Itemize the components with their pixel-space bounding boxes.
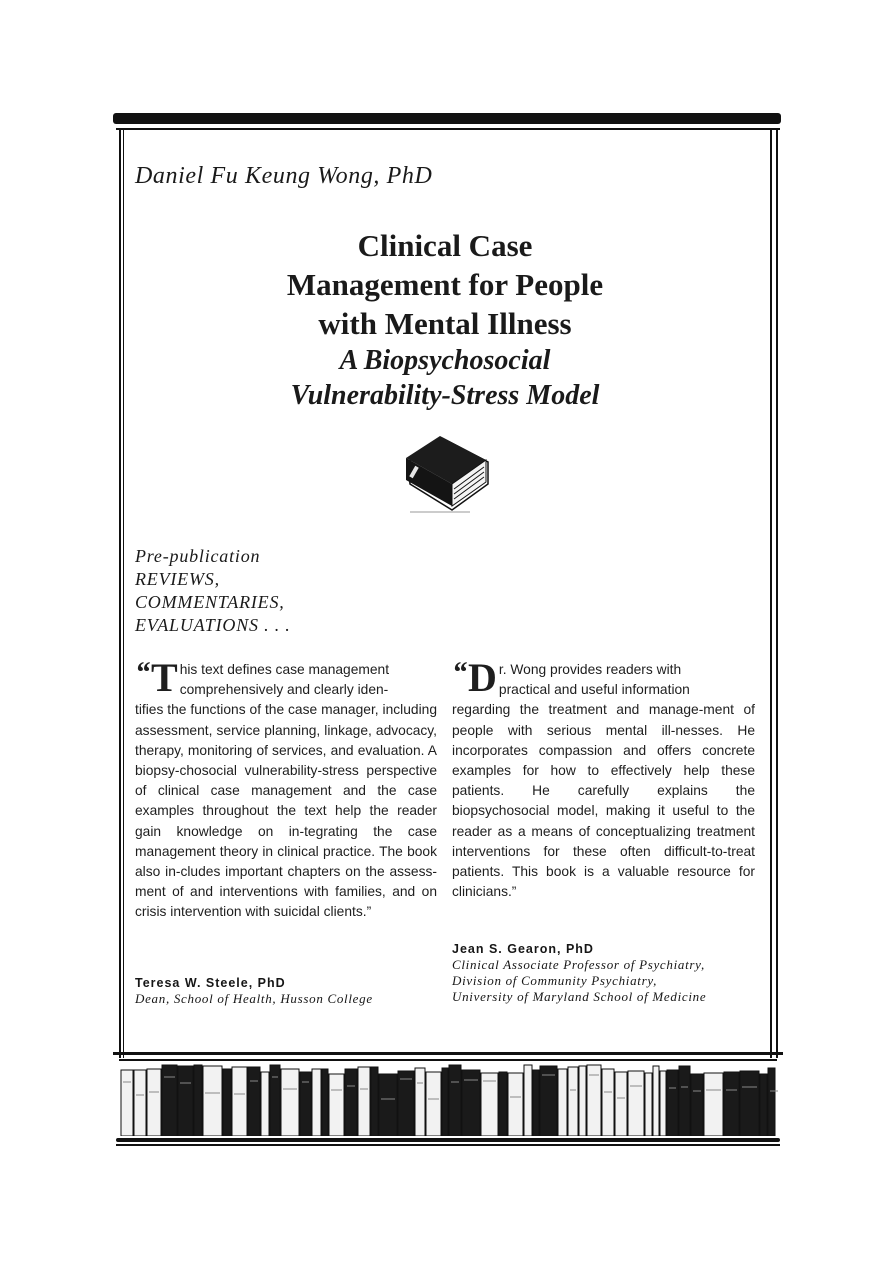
book-spine — [691, 1074, 703, 1136]
book-spine — [371, 1067, 378, 1136]
frame-left-inner-border — [123, 130, 124, 1058]
book-spine — [628, 1071, 644, 1136]
book-spine — [162, 1065, 177, 1136]
shelf-top-rule — [113, 1052, 783, 1055]
top-rule — [113, 113, 781, 124]
book-spine — [667, 1070, 678, 1136]
title-line-3: with Mental Illness — [318, 306, 572, 341]
review-left-head-line-2: comprehensively and clearly iden- — [179, 682, 389, 698]
book-spine — [533, 1070, 539, 1136]
book-spine — [134, 1070, 146, 1136]
book-spine — [481, 1073, 498, 1136]
quote-mark: “ — [452, 656, 467, 689]
author-name: Daniel Fu Keung Wong, PhD — [135, 163, 433, 189]
book-spine — [398, 1071, 414, 1136]
book-spine — [270, 1065, 280, 1136]
book-spine — [232, 1067, 247, 1136]
subtitle-line-1: A Biopsychosocial — [339, 345, 551, 376]
review-left-body: tifies the functions of the case manager, including assessment, service planning, linkage, advocacy, therapy, monitoring of services, and evaluation. A biopsy-chosocial vulnerability-stress perspective of clinical case management and the case examples throughout the text help the reader gain knowledge on in-tegrating the case management theory in clinical practice. The book also in-cludes important chapters on the assess-ment of and interventions with families, and on crisis intervention with suicidal clients.” — [135, 702, 437, 920]
prepub-line-1: Pre-publication — [135, 546, 261, 566]
reviewer-right-name: Jean S. Gearon, PhD — [452, 942, 594, 956]
book-spine — [508, 1073, 523, 1136]
book-spine — [587, 1065, 601, 1136]
top-rule-thin — [116, 128, 780, 130]
review-left — [135, 655, 437, 923]
book-spine — [653, 1066, 659, 1136]
book-spine — [248, 1067, 260, 1136]
drop-cap: T — [151, 655, 178, 700]
reviewer-left — [135, 975, 373, 1007]
book-icon — [400, 432, 492, 514]
book-spine — [312, 1069, 321, 1136]
book-spine — [261, 1072, 269, 1136]
book-spine — [322, 1069, 328, 1136]
reviewer-left-affiliation: Dean, School of Health, Husson College — [135, 991, 373, 1006]
book-spine — [679, 1066, 690, 1136]
bookshelf-decoration — [119, 1061, 778, 1136]
review-left-opening — [135, 655, 437, 700]
review-right-body: regarding the treatment and manage-ment of people with serious mental ill-nesses. He incorporates compassion and offers concrete examples for how to effectively help these patients. He carefully explains the biopsychosocial model, making it useful to the reader as a means of conceptualizing treatment interventions for these often difficult-to-treat patients. This book is a valuable resource for clinicians.” — [452, 702, 755, 900]
book-spine — [615, 1072, 627, 1136]
review-left-head — [180, 660, 437, 700]
prepub-line-2: REVIEWS, — [135, 569, 220, 589]
review-right-opening — [452, 655, 755, 700]
review-right-head — [499, 660, 755, 700]
frame-right-inner-border — [770, 130, 772, 1058]
reviewer-right-affiliation-line-1: Clinical Associate Professor of Psychiatry, — [452, 957, 705, 972]
book-spine — [358, 1067, 370, 1136]
book-spine — [740, 1071, 759, 1136]
prepublication-heading — [135, 545, 291, 637]
prepub-line-4: EVALUATIONS . . . — [135, 615, 291, 635]
book-spine — [660, 1071, 666, 1136]
book-spine — [724, 1072, 739, 1136]
book-spine — [223, 1069, 231, 1136]
frame-left-border — [119, 130, 121, 1058]
book-spine — [329, 1074, 344, 1136]
review-right — [452, 655, 755, 902]
book-spine — [558, 1069, 567, 1136]
book-spine — [602, 1069, 614, 1136]
book-spine — [178, 1066, 193, 1136]
review-right-head-line-2: practical and useful information — [498, 682, 690, 698]
shelf-bottom-rule — [116, 1138, 780, 1142]
book-spine — [345, 1069, 357, 1136]
book-spine — [415, 1068, 425, 1136]
book-spine — [121, 1070, 133, 1136]
book-spine — [203, 1066, 222, 1136]
book-spine — [568, 1067, 578, 1136]
title-line-1: Clinical Case — [357, 228, 533, 263]
book-spine — [524, 1065, 532, 1136]
book-spine — [426, 1072, 441, 1136]
book-spine — [540, 1066, 557, 1136]
book-spine — [645, 1073, 652, 1136]
book-spine — [281, 1069, 299, 1136]
shelf-bottom-rule-thin — [116, 1144, 780, 1146]
book-spine — [194, 1065, 202, 1136]
title-line-2: Management for People — [286, 267, 604, 302]
book-spine — [147, 1069, 161, 1136]
quote-mark: “ — [135, 656, 150, 689]
subtitle-line-2: Vulnerability-Stress Model — [290, 380, 600, 411]
book-spine — [579, 1066, 586, 1136]
frame-right-border — [776, 130, 778, 1058]
book-spine — [704, 1073, 723, 1136]
reviewer-left-name: Teresa W. Steele, PhD — [135, 976, 286, 990]
prepub-line-3: COMMENTARIES, — [135, 592, 285, 612]
book-spine — [760, 1074, 767, 1136]
reviewer-right-affiliation-line-3: University of Maryland School of Medicine — [452, 989, 707, 1004]
book-spine — [379, 1074, 397, 1136]
review-right-head-line-1: r. Wong provides readers with — [498, 662, 682, 677]
drop-cap: D — [468, 655, 497, 700]
title-block — [175, 226, 715, 413]
reviewer-right-affiliation-line-2: Division of Community Psychiatry, — [452, 973, 658, 988]
book-spine — [499, 1072, 507, 1136]
book-spine — [442, 1068, 448, 1136]
review-left-head-line-1: his text defines case management — [179, 662, 390, 677]
reviewer-right — [452, 941, 706, 1005]
book-spine — [449, 1065, 461, 1136]
book-spine — [768, 1068, 775, 1136]
